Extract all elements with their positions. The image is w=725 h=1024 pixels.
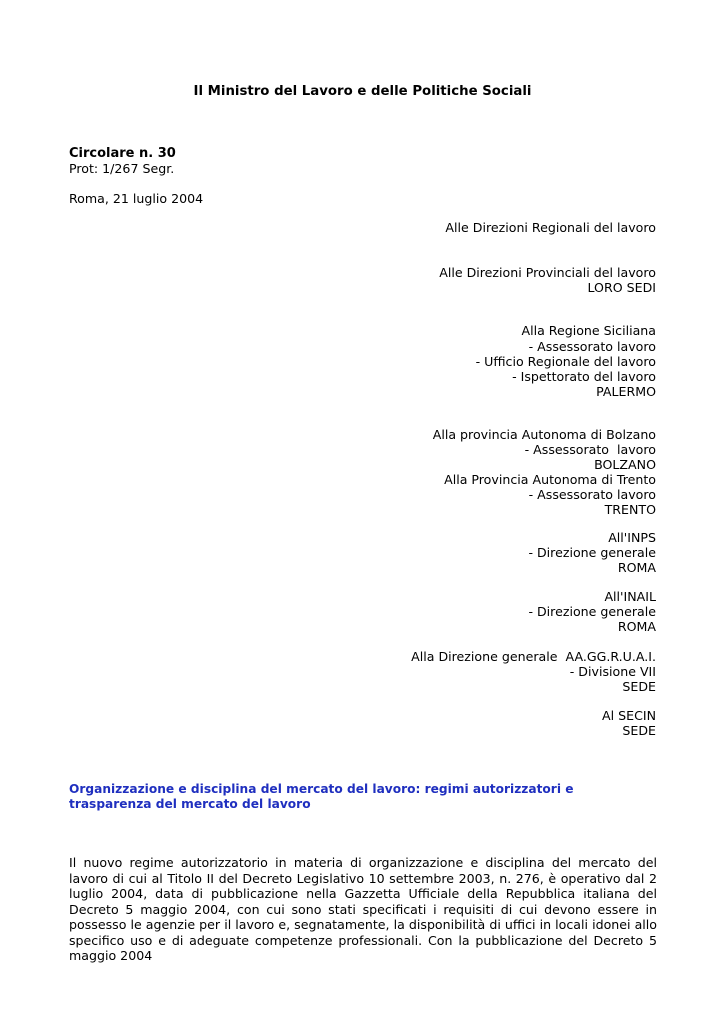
recipient-bolzano-assessorato: - Assessorato lavoro (524, 442, 656, 457)
recipient-inps: All'INPS (608, 530, 656, 545)
subject-heading: Organizzazione e disciplina del mercato del lavoro: regimi autorizzatori e trasparenza del mercato del lavoro (69, 782, 574, 811)
recipient-aaggruai-sede: SEDE (622, 679, 656, 694)
document-date: Roma, 21 luglio 2004 (69, 191, 204, 206)
recipient-trento: TRENTO (604, 502, 656, 517)
recipient-divisione-vii: - Divisione VII (569, 664, 656, 679)
recipient-trento-assessorato: - Assessorato lavoro (528, 487, 656, 502)
recipient-inps-direzione: - Direzione generale (528, 545, 656, 560)
recipient-direzioni-regionali: Alle Direzioni Regionali del lavoro (445, 220, 656, 235)
recipient-sicilia-assessorato: - Assessorato lavoro (528, 339, 656, 354)
recipient-inail: All'INAIL (604, 589, 656, 604)
recipient-provincia-bolzano: Alla provincia Autonoma di Bolzano (432, 427, 656, 442)
recipient-secin: Al SECIN (602, 708, 656, 723)
ministry-title: Il Ministro del Lavoro e delle Politiche Sociali (193, 84, 532, 99)
circolare-number: Circolare n. 30 (69, 146, 176, 161)
recipient-inail-roma: ROMA (617, 619, 656, 634)
recipient-loro-sedi: LORO SEDI (587, 280, 656, 295)
recipient-direzioni-provinciali: Alle Direzioni Provinciali del lavoro (439, 265, 656, 280)
recipient-inail-direzione: - Direzione generale (528, 604, 656, 619)
recipient-secin-sede: SEDE (622, 723, 656, 738)
recipient-bolzano: BOLZANO (594, 457, 656, 472)
recipient-provincia-trento: Alla Provincia Autonoma di Trento (444, 472, 656, 487)
recipient-direzione-aaggruai: Alla Direzione generale AA.GG.R.U.A.I. (411, 649, 656, 664)
recipient-sicilia-ufficio: - Ufficio Regionale del lavoro (475, 354, 656, 369)
recipient-regione-siciliana: Alla Regione Siciliana (521, 323, 656, 338)
recipient-inps-roma: ROMA (617, 560, 656, 575)
body-paragraph: Il nuovo regime autorizzatorio in materia di organizzazione e disciplina del mercato del lavoro di cui al Titolo II del Decreto Legislativo 10 settembre 2003, n. 276, è operativo dal 2 luglio 2004, data di pubblicazione nella Gazzetta Ufficiale della Repubblica italiana del Decreto 5 maggio 2004, con cui sono stati specificati i requisiti di cui devono essere in possesso le agenzie per il lavoro e, segnatamente, la disponibilità di uffici in locali idonei allo specifico uso e di adeguate competenze professionali. Con la pubblicazione del Decreto 5 maggio 2004 (69, 855, 657, 963)
recipient-palermo: PALERMO (596, 384, 656, 399)
protocol-number: Prot: 1/267 Segr. (69, 161, 175, 176)
recipient-sicilia-ispettorato: - Ispettorato del lavoro (512, 369, 656, 384)
